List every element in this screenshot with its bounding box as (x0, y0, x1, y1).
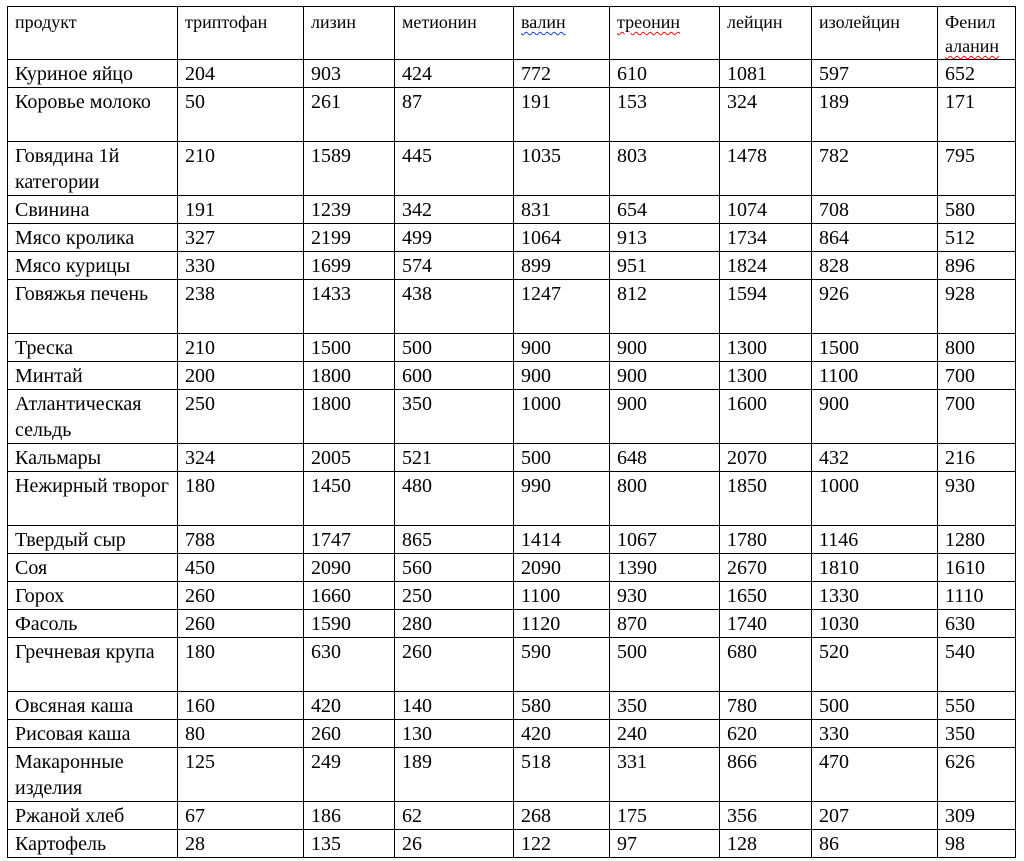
amino-acid-table (7, 6, 1016, 858)
cell-value: 772 (514, 60, 610, 88)
cell-product: Соя (8, 554, 178, 582)
cell-value: 1000 (514, 390, 610, 444)
table-row (8, 444, 1016, 472)
table-row (8, 142, 1016, 196)
cell-value: 1650 (720, 582, 812, 610)
cell-value: 610 (610, 60, 720, 88)
cell-value: 1589 (304, 142, 395, 196)
cell-product: Рисовая каша (8, 720, 178, 748)
cell-value: 1100 (812, 362, 938, 390)
cell-value: 128 (720, 830, 812, 858)
cell-value: 26 (395, 830, 514, 858)
cell-value: 2005 (304, 444, 395, 472)
cell-value: 424 (395, 60, 514, 88)
cell-value: 445 (395, 142, 514, 196)
cell-value: 2090 (304, 554, 395, 582)
cell-value: 261 (304, 88, 395, 142)
cell-value: 630 (938, 610, 1016, 638)
table-row (8, 802, 1016, 830)
cell-value: 153 (610, 88, 720, 142)
cell-value: 180 (178, 472, 304, 526)
cell-value: 590 (514, 638, 610, 692)
cell-value: 928 (938, 280, 1016, 334)
cell-value: 210 (178, 334, 304, 362)
table-row (8, 830, 1016, 858)
cell-value: 130 (395, 720, 514, 748)
cell-value: 327 (178, 224, 304, 252)
cell-value: 125 (178, 748, 304, 802)
table-row (8, 748, 1016, 802)
cell-value: 50 (178, 88, 304, 142)
cell-value: 520 (812, 638, 938, 692)
cell-product: Свинина (8, 196, 178, 224)
cell-value: 803 (610, 142, 720, 196)
cell-value: 207 (812, 802, 938, 830)
column-header-lysine: лизин (304, 7, 395, 60)
cell-value: 80 (178, 720, 304, 748)
cell-value: 500 (514, 444, 610, 472)
cell-value: 500 (610, 638, 720, 692)
column-header-leucine: лейцин (720, 7, 812, 60)
cell-product: Фасоль (8, 610, 178, 638)
table-row (8, 638, 1016, 692)
header-row (8, 7, 1016, 60)
cell-value: 574 (395, 252, 514, 280)
cell-value: 903 (304, 60, 395, 88)
cell-value: 500 (395, 334, 514, 362)
cell-value: 438 (395, 280, 514, 334)
cell-value: 330 (812, 720, 938, 748)
cell-value: 1300 (720, 334, 812, 362)
cell-value: 280 (395, 610, 514, 638)
cell-value: 1146 (812, 526, 938, 554)
cell-value: 2070 (720, 444, 812, 472)
cell-product: Кальмары (8, 444, 178, 472)
cell-product: Коровье молоко (8, 88, 178, 142)
cell-value: 1800 (304, 362, 395, 390)
cell-value: 550 (938, 692, 1016, 720)
cell-value: 1330 (812, 582, 938, 610)
cell-value: 865 (395, 526, 514, 554)
cell-value: 597 (812, 60, 938, 88)
cell-value: 432 (812, 444, 938, 472)
cell-product: Мясо курицы (8, 252, 178, 280)
cell-value: 2090 (514, 554, 610, 582)
cell-value: 191 (178, 196, 304, 224)
cell-value: 518 (514, 748, 610, 802)
cell-value: 900 (610, 334, 720, 362)
cell-value: 951 (610, 252, 720, 280)
cell-product: Мясо кролика (8, 224, 178, 252)
cell-value: 620 (720, 720, 812, 748)
cell-value: 1610 (938, 554, 1016, 582)
cell-value: 204 (178, 60, 304, 88)
cell-value: 600 (395, 362, 514, 390)
cell-value: 1120 (514, 610, 610, 638)
table-row (8, 60, 1016, 88)
cell-value: 990 (514, 472, 610, 526)
cell-value: 186 (304, 802, 395, 830)
cell-value: 930 (610, 582, 720, 610)
cell-value: 788 (178, 526, 304, 554)
cell-product: Ржаной хлеб (8, 802, 178, 830)
cell-value: 900 (514, 334, 610, 362)
cell-value: 1074 (720, 196, 812, 224)
cell-value: 2199 (304, 224, 395, 252)
cell-value: 1450 (304, 472, 395, 526)
cell-value: 350 (938, 720, 1016, 748)
cell-value: 828 (812, 252, 938, 280)
cell-value: 1500 (304, 334, 395, 362)
cell-value: 1747 (304, 526, 395, 554)
cell-product: Треска (8, 334, 178, 362)
cell-value: 480 (395, 472, 514, 526)
cell-value: 866 (720, 748, 812, 802)
cell-value: 1780 (720, 526, 812, 554)
cell-product: Макаронные изделия (8, 748, 178, 802)
cell-value: 260 (178, 582, 304, 610)
cell-value: 896 (938, 252, 1016, 280)
cell-value: 899 (514, 252, 610, 280)
cell-value: 1594 (720, 280, 812, 334)
cell-value: 652 (938, 60, 1016, 88)
column-header-product: продукт (8, 7, 178, 60)
cell-value: 926 (812, 280, 938, 334)
cell-value: 350 (395, 390, 514, 444)
column-header-valine: валин (514, 7, 610, 60)
cell-value: 1000 (812, 472, 938, 526)
cell-value: 900 (812, 390, 938, 444)
cell-value: 499 (395, 224, 514, 252)
cell-value: 560 (395, 554, 514, 582)
column-header-threonine: треонин (610, 7, 720, 60)
cell-value: 1478 (720, 142, 812, 196)
cell-value: 1067 (610, 526, 720, 554)
cell-value: 1247 (514, 280, 610, 334)
table-row (8, 390, 1016, 444)
cell-product: Овсяная каша (8, 692, 178, 720)
table-row (8, 224, 1016, 252)
column-header-isoleucine: изолейцин (812, 7, 938, 60)
cell-product: Минтай (8, 362, 178, 390)
column-header-methionine: метионин (395, 7, 514, 60)
cell-value: 580 (514, 692, 610, 720)
cell-value: 342 (395, 196, 514, 224)
table-row (8, 252, 1016, 280)
cell-value: 356 (720, 802, 812, 830)
cell-value: 630 (304, 638, 395, 692)
cell-value: 140 (395, 692, 514, 720)
cell-product: Твердый сыр (8, 526, 178, 554)
cell-product: Куриное яйцо (8, 60, 178, 88)
cell-value: 580 (938, 196, 1016, 224)
cell-value: 210 (178, 142, 304, 196)
cell-value: 175 (610, 802, 720, 830)
cell-value: 86 (812, 830, 938, 858)
cell-value: 240 (610, 720, 720, 748)
cell-product: Нежирный творог (8, 472, 178, 526)
cell-product: Говядина 1й категории (8, 142, 178, 196)
cell-value: 795 (938, 142, 1016, 196)
cell-value: 200 (178, 362, 304, 390)
cell-value: 191 (514, 88, 610, 142)
table-row (8, 554, 1016, 582)
table-row (8, 526, 1016, 554)
cell-value: 1590 (304, 610, 395, 638)
cell-value: 28 (178, 830, 304, 858)
cell-value: 238 (178, 280, 304, 334)
cell-value: 420 (514, 720, 610, 748)
cell-value: 900 (610, 362, 720, 390)
cell-value: 1660 (304, 582, 395, 610)
cell-value: 1824 (720, 252, 812, 280)
cell-value: 122 (514, 830, 610, 858)
cell-value: 1064 (514, 224, 610, 252)
cell-value: 812 (610, 280, 720, 334)
cell-value: 864 (812, 224, 938, 252)
cell-value: 1030 (812, 610, 938, 638)
cell-value: 500 (812, 692, 938, 720)
cell-value: 1110 (938, 582, 1016, 610)
cell-value: 1600 (720, 390, 812, 444)
cell-value: 782 (812, 142, 938, 196)
cell-value: 1100 (514, 582, 610, 610)
cell-value: 171 (938, 88, 1016, 142)
cell-value: 1081 (720, 60, 812, 88)
table-row (8, 334, 1016, 362)
column-header-tryptophan: триптофан (178, 7, 304, 60)
cell-value: 913 (610, 224, 720, 252)
table-row (8, 720, 1016, 748)
cell-value: 831 (514, 196, 610, 224)
cell-value: 260 (178, 610, 304, 638)
cell-value: 330 (178, 252, 304, 280)
cell-value: 160 (178, 692, 304, 720)
cell-value: 700 (938, 362, 1016, 390)
cell-value: 1280 (938, 526, 1016, 554)
cell-product: Говяжья печень (8, 280, 178, 334)
cell-product: Гречневая крупа (8, 638, 178, 692)
cell-product: Картофель (8, 830, 178, 858)
cell-value: 470 (812, 748, 938, 802)
cell-value: 1850 (720, 472, 812, 526)
cell-value: 680 (720, 638, 812, 692)
cell-value: 2670 (720, 554, 812, 582)
cell-value: 1740 (720, 610, 812, 638)
cell-value: 249 (304, 748, 395, 802)
cell-value: 540 (938, 638, 1016, 692)
table-row (8, 362, 1016, 390)
cell-value: 268 (514, 802, 610, 830)
cell-value: 250 (178, 390, 304, 444)
cell-value: 1433 (304, 280, 395, 334)
cell-value: 250 (395, 582, 514, 610)
cell-value: 1300 (720, 362, 812, 390)
column-header-phenylalanine: Фенил аланин (938, 7, 1016, 60)
cell-value: 331 (610, 748, 720, 802)
cell-product: Атлантическая сельдь (8, 390, 178, 444)
cell-value: 780 (720, 692, 812, 720)
table-row (8, 472, 1016, 526)
table-row (8, 280, 1016, 334)
cell-value: 900 (610, 390, 720, 444)
cell-value: 870 (610, 610, 720, 638)
cell-value: 216 (938, 444, 1016, 472)
cell-value: 930 (938, 472, 1016, 526)
cell-value: 67 (178, 802, 304, 830)
cell-value: 800 (610, 472, 720, 526)
cell-value: 700 (938, 390, 1016, 444)
cell-value: 420 (304, 692, 395, 720)
cell-value: 189 (395, 748, 514, 802)
cell-value: 512 (938, 224, 1016, 252)
cell-value: 900 (514, 362, 610, 390)
cell-value: 180 (178, 638, 304, 692)
cell-value: 1810 (812, 554, 938, 582)
table-row (8, 88, 1016, 142)
cell-value: 98 (938, 830, 1016, 858)
cell-value: 800 (938, 334, 1016, 362)
cell-value: 87 (395, 88, 514, 142)
cell-value: 97 (610, 830, 720, 858)
cell-value: 1734 (720, 224, 812, 252)
cell-value: 1390 (610, 554, 720, 582)
table-row (8, 582, 1016, 610)
cell-value: 189 (812, 88, 938, 142)
cell-value: 62 (395, 802, 514, 830)
cell-value: 626 (938, 748, 1016, 802)
cell-value: 1500 (812, 334, 938, 362)
cell-value: 309 (938, 802, 1016, 830)
cell-value: 708 (812, 196, 938, 224)
cell-value: 648 (610, 444, 720, 472)
cell-value: 1239 (304, 196, 395, 224)
cell-product: Горох (8, 582, 178, 610)
cell-value: 1699 (304, 252, 395, 280)
cell-value: 324 (720, 88, 812, 142)
cell-value: 1035 (514, 142, 610, 196)
cell-value: 1800 (304, 390, 395, 444)
cell-value: 324 (178, 444, 304, 472)
cell-value: 350 (610, 692, 720, 720)
cell-value: 260 (304, 720, 395, 748)
table-row (8, 196, 1016, 224)
table-row (8, 610, 1016, 638)
table-row (8, 692, 1016, 720)
cell-value: 260 (395, 638, 514, 692)
cell-value: 1414 (514, 526, 610, 554)
cell-value: 135 (304, 830, 395, 858)
cell-value: 521 (395, 444, 514, 472)
cell-value: 654 (610, 196, 720, 224)
cell-value: 450 (178, 554, 304, 582)
